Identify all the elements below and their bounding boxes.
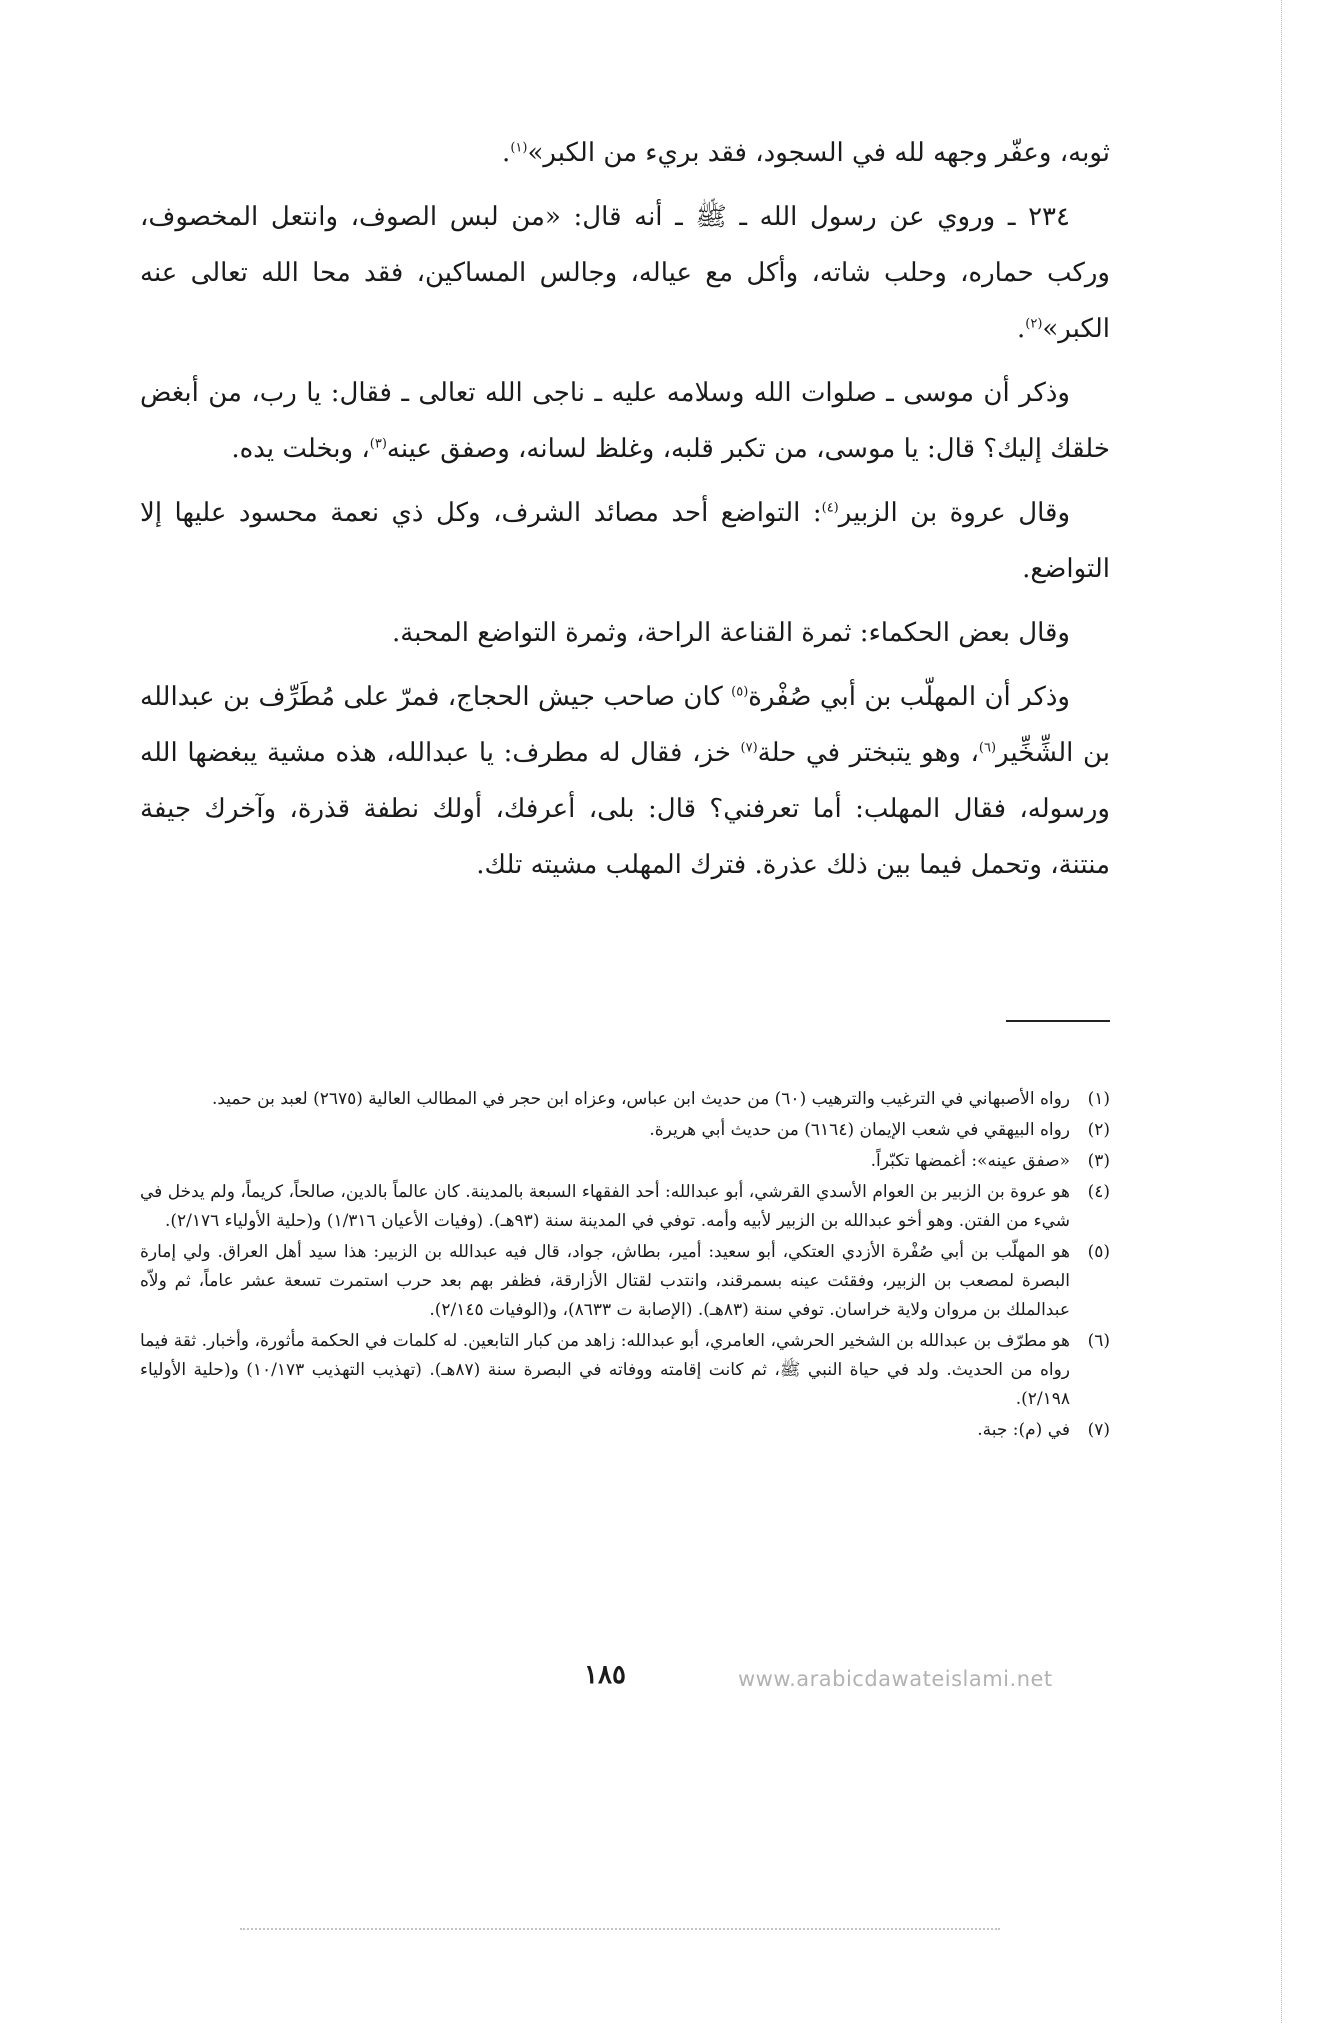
footnote-text: في (م): جبة.: [977, 1420, 1070, 1440]
footnote-number: (٣): [1087, 1151, 1110, 1171]
footnote-number: (٤): [1087, 1182, 1110, 1202]
footnote: [140, 1327, 1110, 1414]
paragraph: [140, 365, 1110, 477]
footnote-marker: (٥): [731, 684, 749, 700]
footnote-number: (٧): [1087, 1420, 1110, 1440]
footnote: [140, 1085, 1110, 1114]
paragraph-text: وقال عروة بن الزبير: [838, 498, 1070, 528]
footnote-separator: [1006, 1020, 1110, 1022]
footnote: [140, 1116, 1110, 1145]
footnote-number: (١): [1087, 1089, 1110, 1109]
footnote-marker: (٧): [740, 740, 758, 756]
footnotes: [140, 1085, 1110, 1447]
paragraph-text: وقال بعض الحكماء: ثمرة القناعة الراحة، وثمرة التواضع المحبة.: [391, 618, 1070, 648]
footnote-marker: (٣): [369, 436, 387, 452]
footnote-marker: (٦): [978, 740, 997, 756]
footnote-marker: (٤): [821, 500, 839, 516]
scan-bottom-dots: [240, 1928, 1000, 1930]
paragraph-text: .: [502, 138, 511, 168]
page-number: ١٨٥: [584, 1660, 626, 1690]
paragraph-text: وذكر أن المهلّب بن أبي صُفْرة: [748, 682, 1070, 712]
paragraph-text: وذكر أن موسى ـ صلوات الله وسلامه عليه ـ ناجى الله تعالى ـ فقال: يا رب، من أبغض خلقك إليك؟ قال: يا موسى، من تكبر قلبه، وغلظ لسانه، وصفق عينه: [140, 378, 1110, 464]
paragraph-text: ثوبه، وعفّر وجهه لله في السجود، فقد بريء من الكبر»: [527, 138, 1110, 168]
paragraph-text: ، وبخلت يده.: [231, 434, 370, 464]
paragraph: [140, 189, 1110, 357]
paragraph-text: ٢٣٤ ـ وروي عن رسول الله ـ ﷺ ـ أنه قال: «من لبس الصوف، وانتعل المخصوف، وركب حماره، وحلب شاته، وأكل مع عياله، وجالس المساكين، فقد محا الله تعالى عنه الكبر»: [140, 202, 1110, 344]
paragraph-text: خز، فقال له مطرف: يا عبدالله، هذه مشية يبغضها الله ورسوله، فقال المهلب: أما تعرفني؟ قال: بلى، أعرفك، أولك نطفة قذرة، وآخرك جيفة منتنة، وتحمل فيما بين ذلك عذرة. فترك المهلب مشيته تلك.: [140, 738, 1110, 880]
footnote: [140, 1238, 1110, 1325]
footnote: [140, 1147, 1110, 1176]
watermark-url: www.arabicdawateislami.net: [738, 1667, 1053, 1691]
footnote-number: (٢): [1087, 1120, 1110, 1140]
main-text: [140, 125, 1110, 901]
footnote-text: رواه البيهقي في شعب الإيمان (٦١٦٤) من حديث أبي هريرة.: [649, 1120, 1070, 1140]
paragraph: [140, 125, 1110, 181]
paragraph-text: .: [1016, 314, 1026, 344]
footnote-number: (٥): [1087, 1242, 1110, 1262]
paragraph-text: ، وهو يتبختر في حلة: [757, 738, 979, 768]
footnote: [140, 1178, 1110, 1236]
footnote-text: «صفق عينه»: أغمضها تكبّراً.: [870, 1151, 1070, 1171]
footnote-marker: (١): [510, 140, 528, 156]
paragraph: [140, 485, 1110, 597]
paragraph-text: : التواضع أحد مصائد الشرف، وكل ذي نعمة محسود عليها إلا التواضع.: [140, 498, 1110, 584]
footnote-text: رواه الأصبهاني في الترغيب والترهيب (٦٠) من حديث ابن عباس، وعزاه ابن حجر في المطالب العالية (٢٦٧٥) لعبد بن حميد.: [211, 1089, 1070, 1109]
paragraph: [140, 605, 1110, 661]
footnote: [140, 1416, 1110, 1445]
paragraph: [140, 669, 1110, 893]
footnote-text: هو عروة بن الزبير بن العوام الأسدي القرشي، أبو عبدالله: أحد الفقهاء السبعة بالمدينة. كان عالماً بالدين، صالحاً، كريماً، ولم يدخل في شيء من الفتن. وهو أخو عبدالله بن الزبير لأبيه وأمه. توفي في المدينة سنة (٩٣هـ). (وفيات الأعيان ١/٣١٦) و(حلية الأولياء ٢/١٧٦).: [140, 1182, 1070, 1231]
paragraph-text: كان صاحب جيش الحجاج، فمرّ على مُطَرِّف بن عبدالله بن الشِّخِّير: [140, 682, 1110, 768]
footnote-marker: (٢): [1025, 316, 1043, 332]
footnote-text: هو مطرّف بن عبدالله بن الشخير الحرشي، العامري، أبو عبدالله: زاهد من كبار التابعين. له كلمات في الحكمة مأثورة، وأخبار. ثقة فيما رواه من الحديث. ولد في حياة النبي ﷺ، ثم كانت إقامته ووفاته في البصرة سنة (٨٧هـ). (تهذيب التهذيب ١٠/١٧٣) و(حلية الأولياء ٢/١٩٨).: [140, 1331, 1070, 1409]
scan-edge-line: [1281, 0, 1282, 2023]
footnote-text: هو المهلّب بن أبي صُفْرة الأزدي العتكي، أبو سعيد: أمير، بطاش، جواد، قال فيه عبدالله بن الزبير: هذا سيد أهل العراق. ولي إمارة البصرة لمصعب بن الزبير، وفقئت عينه بسمرقند، وانتدب لقتال الأزارقة، فظفر بهم بعد حرب استمرت تسعة عشر عاماً، ثم ولاّه عبدالملك بن مروان ولاية خراسان. توفي سنة (٨٣هـ). (الإصابة ت ٨٦٣٣)، و(الوفيات ٢/١٤٥).: [140, 1242, 1070, 1320]
footnote-number: (٦): [1087, 1331, 1110, 1351]
